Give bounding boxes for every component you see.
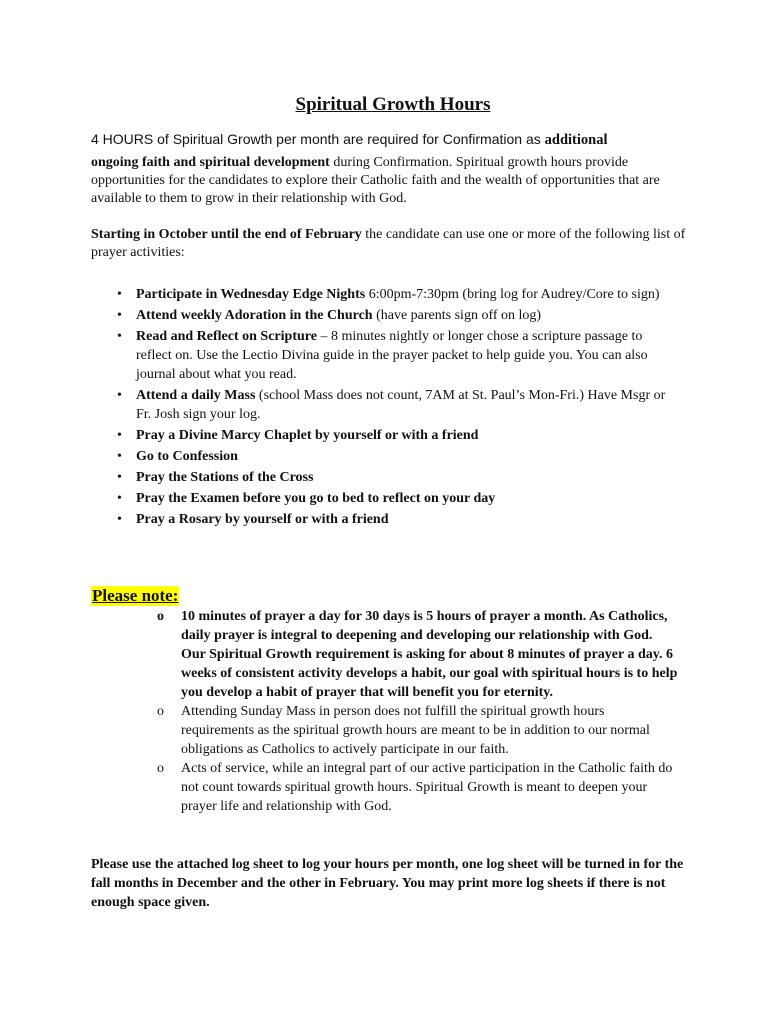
list-item <box>155 607 680 702</box>
please-note-heading: Please note: <box>92 586 179 605</box>
list-item <box>91 489 681 508</box>
list-item <box>91 510 681 529</box>
circle-bullet-icon: o <box>157 609 164 624</box>
list-item <box>91 327 681 384</box>
list-item <box>155 759 680 816</box>
page-title: Spiritual Growth Hours <box>295 94 491 115</box>
start-paragraph <box>91 226 691 262</box>
bullet-icon: • <box>117 428 122 443</box>
intro-first-line <box>91 131 691 149</box>
note-text: Attending Sunday Mass in person does not fulfill the spiritual growth hours requirements as the spiritual growth hours are meant to be in addition to our normal obligations as Catholics to actively participate in our faith. <box>181 704 650 757</box>
intro-paragraph <box>91 154 691 208</box>
intro-rest: during Confirmation. Spiritual growth hours provide opportunities for the candidates to explore their Catholic faith and the wealth of opportunities that are available to them to grow in their relationship with God. <box>91 155 660 206</box>
list-item <box>91 285 681 304</box>
bullet-icon: • <box>117 388 122 403</box>
list-item <box>91 386 681 424</box>
intro-sans-text: 4 HOURS of Spiritual Growth per month are required for Confirmation as <box>91 131 541 147</box>
list-item <box>91 468 681 487</box>
activity-title: Pray a Rosary by yourself or with a friend <box>136 512 389 527</box>
list-item <box>91 426 681 445</box>
intro-additional-word: additional <box>544 132 608 148</box>
bullet-icon: • <box>117 449 122 464</box>
list-item <box>91 306 681 325</box>
activity-title: Participate in Wednesday Edge Nights <box>136 287 366 302</box>
bullet-icon: • <box>117 491 122 506</box>
activity-title: Pray the Stations of the Cross <box>136 470 314 485</box>
note-text: 10 minutes of prayer a day for 30 days is 5 hours of prayer a month. As Catholics, daily prayer is integral to deepening and developing our relationship with God. Our Spiritual Growth requirement is asking for about 8 minutes of prayer a day. 6 weeks of consistent activity develops a habit, our goal with spiritual hours is to help you develop a habit of prayer that will benefit you for eternity. <box>181 609 678 700</box>
closing-paragraph: Please use the attached log sheet to log your hours per month, one log sheet will be turned in for the fall months in December and the other in February. You may print more log sheets if there is not enough space given. <box>91 857 684 910</box>
note-text: Acts of service, while an integral part of our active participation in the Catholic faith do not count towards spiritual growth hours. Spiritual Growth is meant to deepen your prayer life and relationship with God. <box>181 761 673 814</box>
activity-list <box>91 285 681 531</box>
activity-title: Go to Confession <box>136 449 238 464</box>
list-item <box>91 447 681 466</box>
activity-title: Attend a daily Mass <box>136 388 256 403</box>
bullet-icon: • <box>117 512 122 527</box>
activity-title: Pray a Divine Marcy Chaplet by yourself or with a friend <box>136 428 479 443</box>
intro-bold-lead: ongoing faith and spiritual development <box>91 155 330 170</box>
circle-bullet-icon: o <box>157 704 164 719</box>
start-rest: the candidate can use one or more of the following list of prayer activities: <box>91 227 686 260</box>
bullet-icon: • <box>117 308 122 323</box>
bullet-icon: • <box>117 287 122 302</box>
notes-list <box>155 607 680 816</box>
activity-detail: 6:00pm-7:30pm (bring log for Audrey/Core to sign) <box>365 287 660 302</box>
activity-detail: – 8 minutes nightly or longer chose a scripture passage to reflect on. Use the Lectio Divina guide in the prayer packet to help guide you. You can also journal about what you read. <box>136 329 648 382</box>
activity-title: Pray the Examen before you go to bed to reflect on your day <box>136 491 496 506</box>
start-bold: Starting in October until the end of February <box>91 227 362 242</box>
activity-title: Attend weekly Adoration in the Church <box>136 308 373 323</box>
list-item <box>155 702 680 759</box>
circle-bullet-icon: o <box>157 761 164 776</box>
activity-detail: (school Mass does not count, 7AM at St. Paul’s Mon-Fri.) Have Msgr or Fr. Josh sign your log. <box>136 388 666 422</box>
activity-title: Read and Reflect on Scripture <box>136 329 317 344</box>
bullet-icon: • <box>117 329 122 344</box>
activity-detail: (have parents sign off on log) <box>372 308 542 323</box>
bullet-icon: • <box>117 470 122 485</box>
